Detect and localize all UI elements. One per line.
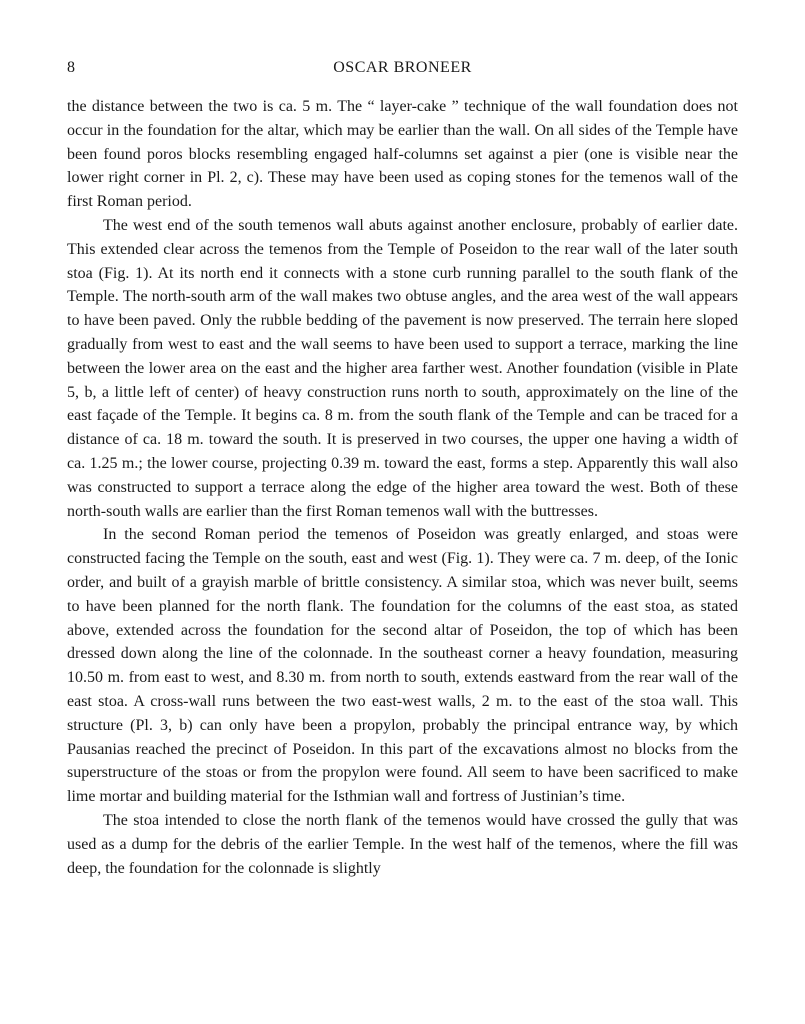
paragraph-2: The west end of the south temenos wall abuts against another enclosure, probably of earlier date. This extended clear across the temenos from the Temple of Poseidon to the rear wall of the later south stoa (Fig. 1). At its north end it connects with a stone curb running parallel to the south flank of the Temple. The north-south arm of the wall makes two obtuse angles, and the area west of the wall appears to have been paved. Only the rubble bedding of the pavement is now preserved. The terrain here sloped gradually from west to east and the wall seems to have been used to support a terrace, marking the line between the lower area on the east and the higher area farther west. Another foundation (visible in Plate 5, b, a little left of center) of heavy construction runs north to south, approximately on the line of the east façade of the Temple. It begins ca. 8 m. from the south flank of the Temple and can be traced for a distance of ca. 18 m. toward the south. It is preserved in two courses, the upper one having a width of ca. 1.25 m.; the lower course, projecting 0.39 m. toward the east, forms a step. Apparently this wall also was constructed to support a terrace along the edge of the higher area toward the west. Both of these north-south walls are earlier than the first Roman temenos wall with the buttresses. — [67, 216, 738, 520]
page-number: 8 — [67, 59, 75, 76]
body-text — [67, 95, 738, 880]
running-title: OSCAR BRONEER — [333, 59, 472, 76]
paragraph-4: The stoa intended to close the north flank of the temenos would have crossed the gully that was used as a dump for the debris of the earlier Temple. In the west half of the temenos, where the fill was deep, the foundation for the colonnade is slightly — [67, 811, 738, 877]
paragraph-3: In the second Roman period the temenos of Poseidon was greatly enlarged, and stoas were constructed facing the Temple on the south, east and west (Fig. 1). They were ca. 7 m. deep, of the Ionic order, and built of a grayish marble of brittle consistency. A similar stoa, which was never built, seems to have been planned for the north flank. The foundation for the columns of the east stoa, as stated above, extended across the foundation for the second altar of Poseidon, the top of which has been dressed down along the line of the colonnade. In the southeast corner a heavy foundation, measuring 10.50 m. from east to west, and 8.30 m. from north to south, extends eastward from the rear wall of the east stoa. A cross-wall runs between the two east-west walls, 2 m. to the east of the stoa wall. This structure (Pl. 3, b) can only have been a propylon, probably the principal entrance way, by which Pausanias reached the precinct of Poseidon. In this part of the excavations almost no blocks from the superstructure of the stoas or from the propylon were found. All seem to have been sacrificed to make lime mortar and building material for the Isthmian wall and fortress of Justinian’s time. — [67, 526, 738, 806]
running-head — [67, 57, 738, 79]
paragraph-1: the distance between the two is ca. 5 m. The “ layer-cake ” technique of the wall foundation does not occur in the foundation for the altar, which may be earlier than the wall. On all sides of the Temple have been found poros blocks resembling engaged half-columns set against a pier (one is visible near the lower right corner in Pl. 2, c). These may have been used as coping stones for the temenos wall of the first Roman period. — [67, 98, 738, 211]
